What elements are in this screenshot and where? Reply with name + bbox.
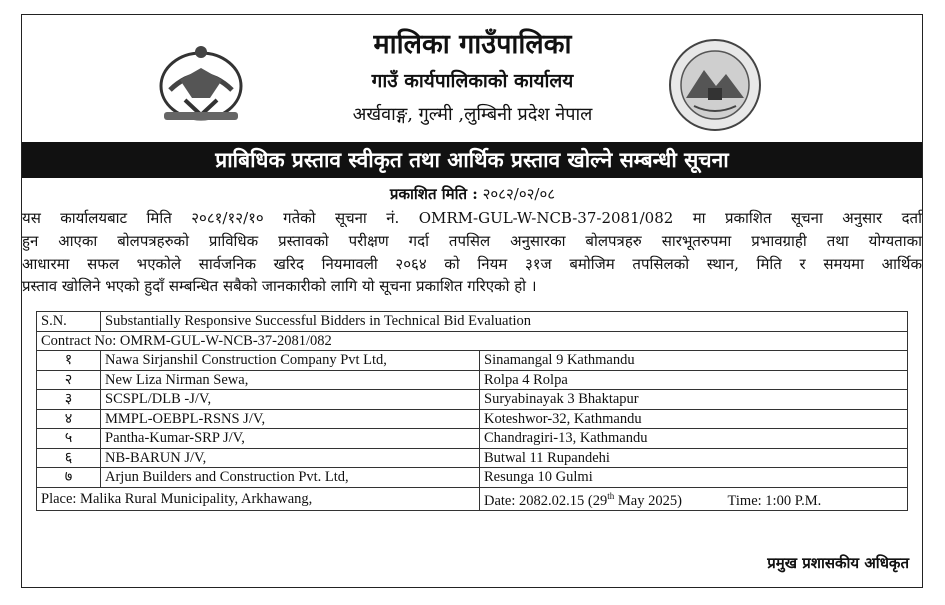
bidder-name: MMPL-OEBPL-RSNS J/V, [101, 409, 480, 429]
bidder-address: Koteshwor-32, Kathmandu [480, 409, 908, 429]
table-row [37, 351, 908, 371]
published-label: प्रकाशित मिति : [389, 185, 478, 203]
header-sn: S.N. [37, 312, 101, 332]
row-sn: ६ [37, 448, 101, 468]
published-date-value: २०८२/०२/०८ [482, 185, 556, 203]
bidder-name: Nawa Sirjanshil Construction Company Pvt Ltd, [101, 351, 480, 371]
bidder-address: Butwal 11 Rupandehi [480, 448, 908, 468]
body-line: प्रस्ताव खोलिने भएको हुदाँ सम्बन्धित सबैको जानकारीको लागि यो सूचना प्रकाशित गरिएको हो । [22, 277, 537, 296]
date-suffix: May 2025) [614, 493, 682, 510]
bidder-address: Sinamangal 9 Kathmandu [480, 351, 908, 371]
header-title: Substantially Responsive Successful Bidders in Technical Bid Evaluation [101, 312, 908, 332]
bidder-name: NB-BARUN J/V, [101, 448, 480, 468]
address: अर्खवाङ्ग, गुल्मी ,लुम्बिनी प्रदेश नेपाल [352, 104, 593, 125]
row-sn: १ [37, 351, 101, 371]
row-sn: ७ [37, 468, 101, 488]
bidder-name: Arjun Builders and Construction Pvt. Ltd, [101, 468, 480, 488]
contract-row [37, 331, 908, 351]
row-sn: ४ [37, 409, 101, 429]
bidder-address: Rolpa 4 Rolpa [480, 370, 908, 390]
contract-no: Contract No: OMRM-GUL-W-NCB-37-2081/082 [37, 331, 908, 351]
body-line: आधारमा सफल भएकोले सार्वजनिक खरिद नियमावली २०६४ को नियम ३१ज बमोजिम तपसिलको स्थान, मिति र समयमा आर्थिक [22, 254, 922, 273]
bidder-address: Suryabinayak 3 Bhaktapur [480, 390, 908, 410]
row-sn: ३ [37, 390, 101, 410]
published-date [0, 183, 945, 205]
date-sup: th [607, 491, 615, 502]
table-row [37, 468, 908, 488]
table-row [37, 448, 908, 468]
table-row [37, 370, 908, 390]
bidder-address: Resunga 10 Gulmi [480, 468, 908, 488]
date [484, 493, 682, 509]
table-header-row [37, 312, 908, 332]
table-row [37, 409, 908, 429]
bidder-name: New Liza Nirman Sewa, [101, 370, 480, 390]
notice-body [22, 207, 922, 298]
date-prefix: Date: 2082.02.15 (29 [484, 493, 608, 510]
place: Place: Malika Rural Municipality, Arkhawang, [37, 487, 480, 511]
time: Time: 1:00 P.M. [727, 493, 822, 510]
table-row [37, 390, 908, 410]
office-name: गाउँ कार्यपालिकाको कार्यालय [371, 70, 574, 92]
row-sn: ५ [37, 429, 101, 449]
org-name: मालिका गाउँपालिका [373, 29, 572, 60]
bidders-table [36, 311, 908, 511]
signature: प्रमुख प्रशासकीय अधिकृत [767, 554, 909, 572]
body-line: हुन आएका बोलपत्रहरुको प्राविधिक प्रस्तावको परीक्षण गर्दा तपसिल अनुसारका बोलपत्रहरु सारभूतरुपमा प्रभावग्राही तथा योग्यताका [22, 231, 922, 250]
row-sn: २ [37, 370, 101, 390]
table-row [37, 429, 908, 449]
body-line: यस कार्यालयबाट मिति २०८१/१२/१० गतेको सूचना नं. OMRM-GUL-W-NCB-37-2081/082 मा प्रकाशित सूचना अनुसार दर्ता [22, 209, 922, 227]
bidder-address: Chandragiri-13, Kathmandu [480, 429, 908, 449]
date-time [480, 487, 908, 511]
notice-title: प्राबिधिक प्रस्ताव स्वीकृत तथा आर्थिक प्रस्ताव खोल्ने सम्बन्धी सूचना [22, 142, 922, 178]
bidder-name: Pantha-Kumar-SRP J/V, [101, 429, 480, 449]
place-date-row [37, 487, 908, 511]
bidder-name: SCSPL/DLB -J/V, [101, 390, 480, 410]
